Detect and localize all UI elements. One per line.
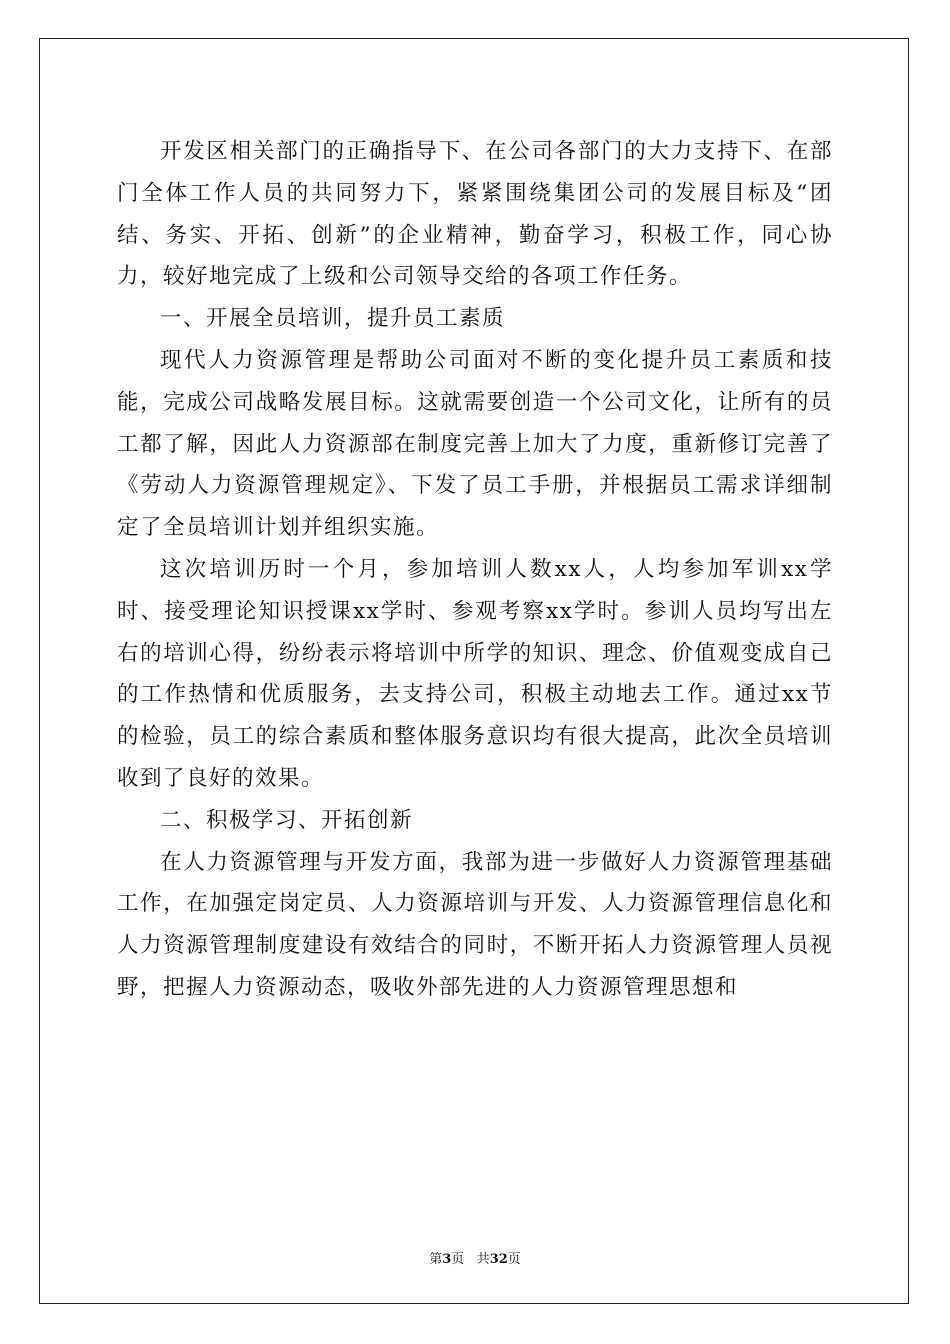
page-suffix: 页 bbox=[451, 1252, 465, 1267]
document-body bbox=[117, 131, 833, 1009]
total-suffix: 页 bbox=[507, 1252, 521, 1267]
paragraph: 这次培训历时一个月，参加培训人数xx人，人均参加军训xx学时、接受理论知识授课xx学时、参观考察xx学时。参训人员均写出左右的培训心得，纷纷表示将培训中所学的知识、理念、价值观变成自己的工作热情和优质服务，去支持公司，积极主动地去工作。通过xx节的检验，员工的综合素质和整体服务意识均有很大提高，此次全员培训收到了良好的效果。 bbox=[117, 556, 833, 791]
total-prefix: 共 bbox=[476, 1252, 490, 1267]
section-heading: 二、积极学习、开拓创新 bbox=[160, 807, 414, 833]
paragraph: 开发区相关部门的正确指导下、在公司各部门的大力支持下、在部门全体工作人员的共同努力下，紧紧围绕集团公司的发展目标及“团结、务实、开拓、创新”的企业精神，勤奋学习，积极工作，同心协力，较好地完成了上级和公司领导交给的各项工作任务。 bbox=[117, 139, 833, 290]
paragraph: 在人力资源管理与开发方面，我部为进一步做好人力资源管理基础工作，在加强定岗定员、人力资源培训与开发、人力资源管理信息化和人力资源管理制度建设有效结合的同时，不断开拓人力资源管理人员视野，把握人力资源动态，吸收外部先进的人力资源管理思想和 bbox=[117, 849, 833, 1000]
section-heading: 一、开展全员培训，提升员工素质 bbox=[160, 306, 506, 332]
page-number: 3 bbox=[442, 1252, 452, 1267]
page-prefix: 第 bbox=[429, 1252, 443, 1267]
paragraph: 现代人力资源管理是帮助公司面对不断的变化提升员工素质和技能，完成公司战略发展目标。这就需要创造一个公司文化，让所有的员工都了解，因此人力资源部在制度完善上加大了力度，重新修订完善了《劳动人力资源管理规定》、下发了员工手册，并根据员工需求详细制定了全员培训计划并组织实施。 bbox=[117, 347, 833, 541]
total-pages: 32 bbox=[489, 1252, 508, 1267]
page-footer bbox=[0, 1248, 950, 1267]
